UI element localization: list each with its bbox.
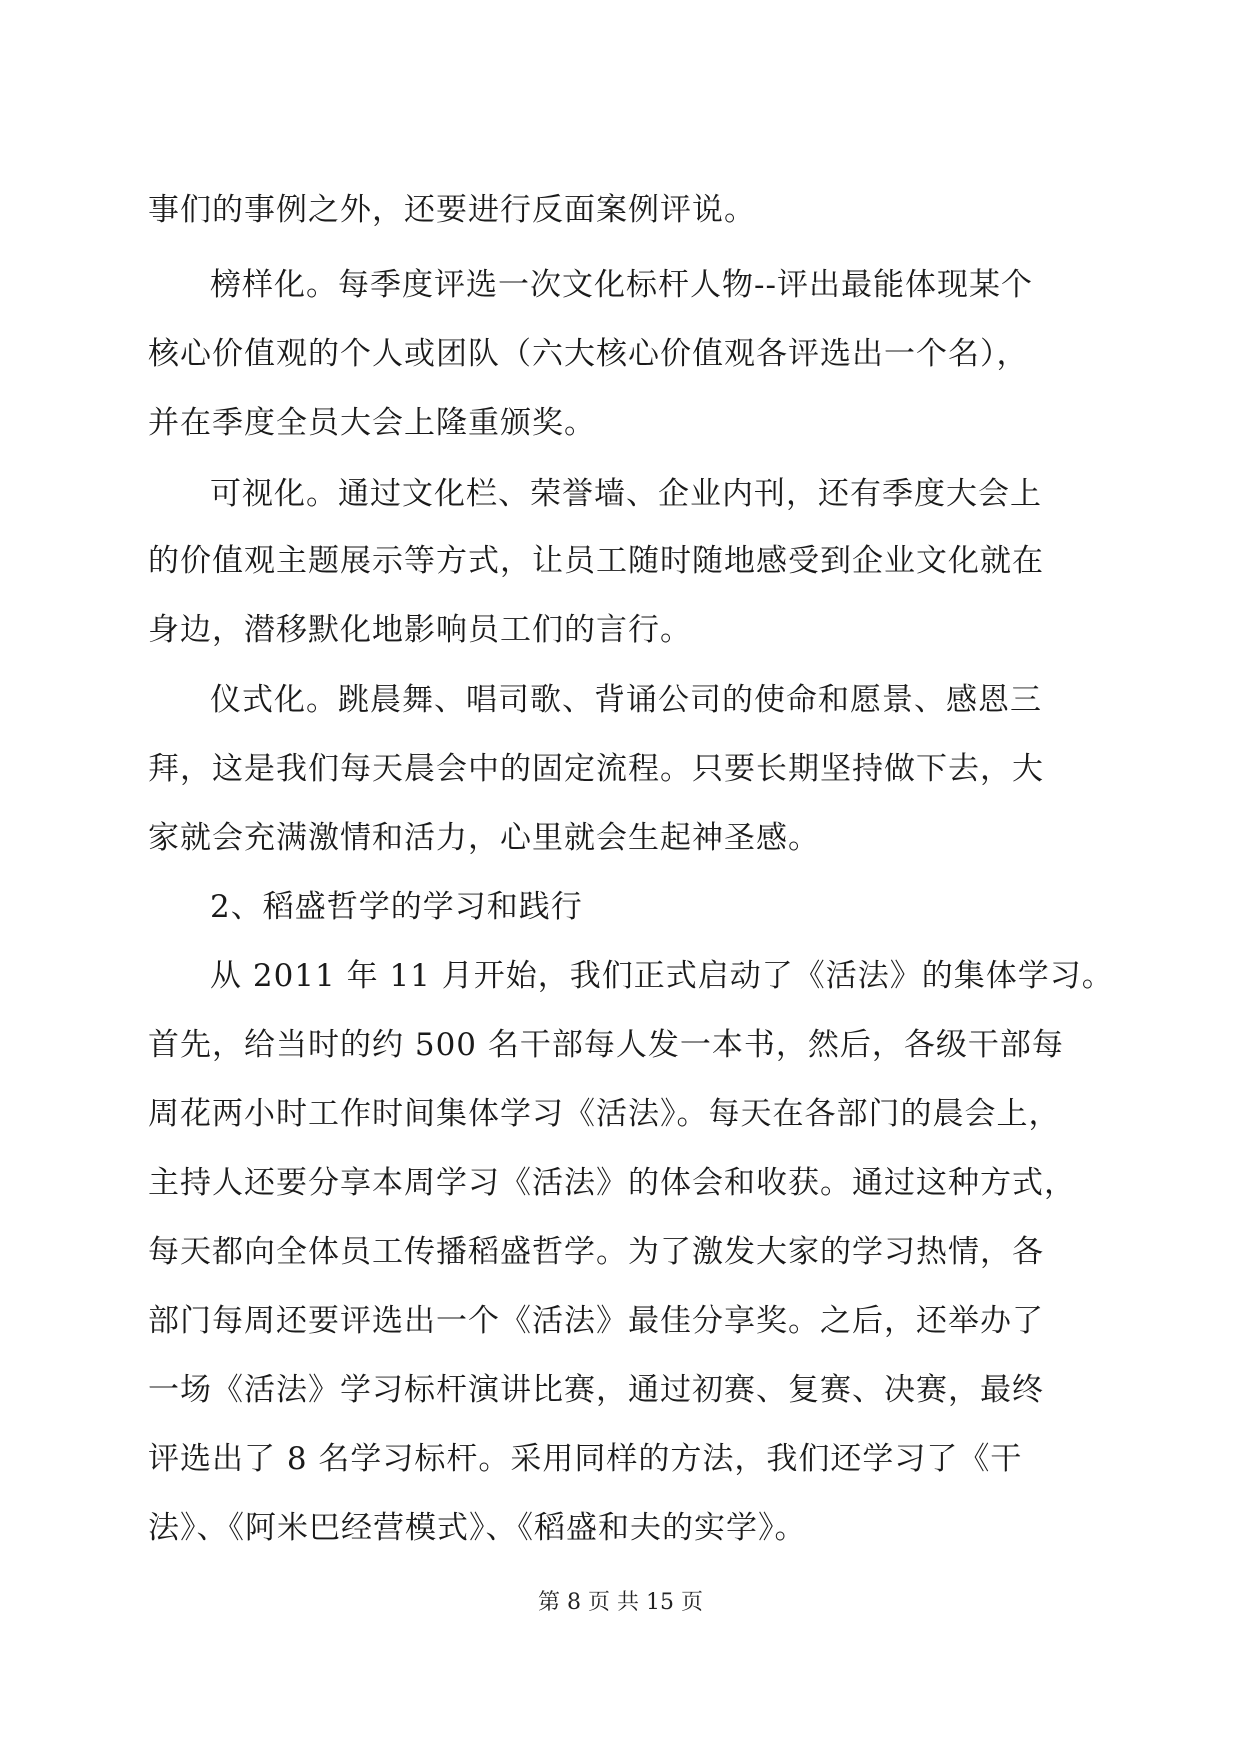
paragraph-line: 身边，潜移默化地影响员工们的言行。 bbox=[148, 612, 692, 648]
paragraph-line: 家就会充满激情和活力，心里就会生起神圣感。 bbox=[148, 820, 820, 856]
paragraph-first-line: 可视化。通过文化栏、荣誉墙、企业内刊，还有季度大会上 bbox=[210, 476, 1042, 512]
paragraph-line: 首先，给当时的约 500 名干部每人发一本书，然后，各级干部每 bbox=[148, 1027, 1064, 1063]
paragraph-line: 评选出了 8 名学习标杆。采用同样的方法，我们还学习了《干 bbox=[148, 1441, 1023, 1477]
paragraph-line: 周花两小时工作时间集体学习《活法》。每天在各部门的晨会上， bbox=[148, 1096, 1061, 1132]
paragraph-line: 事们的事例之外，还要进行反面案例评说。 bbox=[148, 192, 756, 228]
paragraph-line: 部门每周还要评选出一个《活法》最佳分享奖。之后，还举办了 bbox=[148, 1303, 1044, 1339]
paragraph-line: 的价值观主题展示等方式，让员工随时随地感受到企业文化就在 bbox=[148, 543, 1044, 579]
paragraph-line: 每天都向全体员工传播稻盛哲学。为了激发大家的学习热情，各 bbox=[148, 1234, 1044, 1270]
page-number-footer: 第 8 页 共 15 页 bbox=[538, 1590, 703, 1615]
section-heading: 2、稻盛哲学的学习和践行 bbox=[210, 889, 583, 925]
paragraph-line: 法》、《阿米巴经营模式》、《稻盛和夫的实学》。 bbox=[148, 1510, 807, 1546]
paragraph-first-line: 榜样化。每季度评选一次文化标杆人物--评出最能体现某个 bbox=[210, 267, 1033, 303]
paragraph-line: 并在季度全员大会上隆重颁奖。 bbox=[148, 405, 596, 441]
paragraph-first-line: 从 2011 年 11 月开始，我们正式启动了《活法》的集体学习。 bbox=[210, 958, 1114, 994]
paragraph-line: 主持人还要分享本周学习《活法》的体会和收获。通过这种方式， bbox=[148, 1165, 1076, 1201]
paragraph-first-line: 仪式化。跳晨舞、唱司歌、背诵公司的使命和愿景、感恩三 bbox=[210, 682, 1042, 718]
paragraph-line: 核心价值观的个人或团队（六大核心价值观各评选出一个名）， bbox=[148, 336, 1029, 372]
paragraph-line: 一场《活法》学习标杆演讲比赛，通过初赛、复赛、决赛，最终 bbox=[148, 1372, 1044, 1408]
paragraph-line: 拜，这是我们每天晨会中的固定流程。只要长期坚持做下去，大 bbox=[148, 751, 1044, 787]
